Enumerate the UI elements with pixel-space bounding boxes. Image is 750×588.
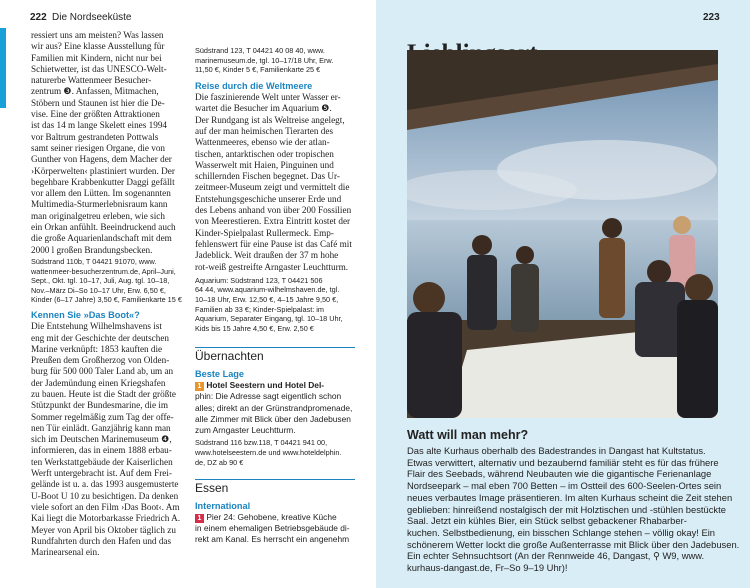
hotel-number-badge: 1 xyxy=(195,382,204,391)
text-line: Stöbern und Staunen ist hier die De- xyxy=(31,97,165,108)
text-line: ist das 14 m lange Skelett eines 1994 xyxy=(31,120,168,131)
text-line: begehbare Krabbenkutter Daggi gefällt xyxy=(31,176,175,187)
hotel-line: alles; direkt an der Grünstrandpromenade, xyxy=(195,402,353,413)
text-line: gelände ist u. a. das 1993 ausgemusterte xyxy=(31,479,179,490)
text-line: Marinearsenal ein. xyxy=(31,547,100,558)
text-line: 2000 l großen Brandungsbecken. xyxy=(31,244,153,255)
page-number-right: 223 xyxy=(703,12,720,23)
text-line: Die faszinierende Welt unter Wasser er- xyxy=(195,92,341,103)
text-line: von Meerestieren. Extra Eintritt kostet der xyxy=(195,216,351,227)
heading-das-boot: Kennen Sie »Das Boot«? xyxy=(31,309,140,320)
info-line: Kids bis 15 Jahre 4,50 €, Erw. 2,50 € xyxy=(195,323,314,333)
text-line: Schietwetter, ist das UNESCO-Welt- xyxy=(31,63,167,74)
text-line: auf der man heimischen Tierarten des xyxy=(195,125,334,136)
body-line: Das alte Kurhaus oberhalb des Badestrandes in Dangast hat Kultstatus. xyxy=(407,445,706,456)
pier-entry xyxy=(195,512,355,546)
text-line: Der Rundgang ist als Weltreise angelegt, xyxy=(195,114,345,125)
text-line: ressiert uns am meisten? Was lassen xyxy=(31,30,164,40)
text-line: Die Entstehung Wilhelmshavens ist xyxy=(31,321,162,332)
text-line: viele sofort an den Film ›Das Boot‹. Am xyxy=(31,501,180,512)
info-line: Familien ab 33 €; Kinder-Spielpalast: im xyxy=(195,304,324,314)
body-line: Nordseepark – mal eben 700 Betten – im Ostteil des 600-Seelen-Ortes sein xyxy=(407,480,722,492)
body-line: kuchen. Selbstbedienung, ein bisschen Schlange stehen – völlig okay! Ein xyxy=(407,526,716,538)
body-line: schönerem Wetter lockt die große Außenterrasse mit Blick über den Jadebusen. xyxy=(407,538,740,550)
text-line: samt seiner riesigen Organe, die von xyxy=(31,142,166,153)
hotel-line: phin: Die Adresse sagt eigentlich schon xyxy=(195,391,342,402)
text-line: vor allem den Lütten. Im sogenannten xyxy=(31,188,171,199)
info-line: 64 44, www.aquarium-wilhelmshaven.de, tgl. xyxy=(195,285,340,295)
info-line: wattenmeer-besucherzentrum.de, April–Juni, xyxy=(31,266,176,276)
hotel-entry xyxy=(195,380,355,436)
text-line: des Lebens anhand von über 200 Fossilien xyxy=(195,205,352,216)
column-1-body-2 xyxy=(31,321,183,558)
text-line: Preußen dem Großherzog von Olden- xyxy=(31,355,170,366)
text-line: Sommer regelmäßig zum Tag der offe- xyxy=(31,411,174,422)
text-line: ten Werkstattgebäude der Kaiserlichen xyxy=(31,456,173,467)
text-line: burg für 500 000 Taler Land ab, um an xyxy=(31,366,174,377)
text-line: ›Körperwelten‹ plastiniert wurden. Der xyxy=(31,165,175,176)
hotel-info xyxy=(195,438,355,467)
info-line: 11,50 €, Kinder 5 €, Familienkarte 25 € xyxy=(195,65,321,75)
text-line: man originalgetreu erleben, wie sich xyxy=(31,210,165,221)
body-line: Flair des Seebads, während Neubauten wie die gigantische Ferienanlage xyxy=(407,468,712,480)
text-line: vise. Eine der größten Attraktionen xyxy=(31,109,160,120)
text-line: Jadeblick. Weit draußen der 37 m hohe xyxy=(195,250,339,261)
column-1-body xyxy=(31,30,183,256)
info-line: Sept., Okt. tgl. 10–17, Juli, Aug. tgl. 10–18, xyxy=(31,276,170,286)
heading-weltmeere: Reise durch die Weltmeere xyxy=(195,80,313,91)
text-line: schillernden Fischen begegnet. Das Ur- xyxy=(195,171,340,182)
text-line: Wattenmeeres, ebenso wie der atlan- xyxy=(195,137,330,148)
text-line: sich im Deutschen Marinemuseum ❹, xyxy=(31,434,172,445)
text-line: fehlenswert für eine Pause ist das Café mit xyxy=(195,238,352,249)
marinemuseum-info xyxy=(195,46,355,75)
text-line: Gunther von Hagens, dem Macher der xyxy=(31,154,172,165)
pier-text: Pier 24: Gehobene, kreative Küche xyxy=(204,511,337,522)
running-head: Die Nordseeküste xyxy=(52,12,132,23)
text-line: nen Tür einlädt. Ganzjährig kann man xyxy=(31,422,171,433)
hotel-name: Hotel Seestern und Hotel Del- xyxy=(204,379,325,390)
photo-illustration xyxy=(407,50,718,418)
text-line: Familien mit Kindern, nicht nur bei xyxy=(31,52,162,63)
hotel-line: zum Arngaster Leuchtturm. xyxy=(195,425,296,436)
text-line: Wasserwelt mit Haien, Pinguinen und xyxy=(195,159,334,170)
text-line: zeitmeer-Museum zeigt und vermittelt die xyxy=(195,182,350,193)
body-line: Ein echter Sehnsuchtsort (An der Rennweide 46, Dangast, ⚲ W9, www. xyxy=(407,550,705,562)
text-line: Entstehungsgeschiche unserer Erde und xyxy=(195,193,342,204)
body-line: Etwas verwittert, alternativ und bezaubernd familiär steht es für das frühere xyxy=(407,456,719,468)
text-line: wartet die Besucher im Aquarium ❺. xyxy=(195,103,332,114)
text-line: Werft untergebracht ist. Auf dem Frei- xyxy=(31,468,172,479)
text-line: der Jademündung einen Kriegshafen xyxy=(31,377,166,388)
text-line: informieren, das in einem 1888 erbau- xyxy=(31,445,172,456)
text-line: vor Baltrum gestrandeten Pottwals xyxy=(31,131,159,142)
info-line: Nov.–März Di–So 10–17 Uhr, Erw. 6,50 €, xyxy=(31,285,166,295)
info-line: www.hotelseestern.de und www.hoteldelphin. xyxy=(195,448,342,458)
column-2 xyxy=(195,46,355,546)
info-line: de, DZ ab 90 € xyxy=(195,457,244,467)
text-line: Kinder-Spielpalast Rullermeck. Emp- xyxy=(195,227,334,238)
info-line: Aquarium: Südstrand 123, T 04421 506 xyxy=(195,275,323,285)
text-line: rot-weiß gestreifte Arngaster Leuchtturm. xyxy=(195,261,349,272)
text-line: ein Orkan anfühlt. Beeindruckend auch xyxy=(31,222,176,233)
hotel-line: alle Zimmer mit Blick über den Jadebusen xyxy=(195,413,351,424)
aquarium-info xyxy=(195,276,355,334)
terrace-photo xyxy=(407,50,718,418)
column-1-info xyxy=(31,257,183,305)
info-line: Aquarium, Separater Eingang, tgl. 10–18 Uhr, xyxy=(195,314,343,324)
pier-line xyxy=(195,512,355,523)
text-line: zentrum ❸. Anfassen, Mitmachen, xyxy=(31,86,159,97)
text-line: Marine verknüpft: 1853 kauften die xyxy=(31,343,163,354)
pier-line: rekt am Kanal. Es herrscht ein angenehm xyxy=(195,534,350,545)
page-edge-tab xyxy=(0,28,6,108)
text-line: naturerbe Wattenmeer Besucher- xyxy=(31,75,152,86)
text-line: Kai liegt die Motorbarkasse Friedrich A. xyxy=(31,513,181,524)
info-line: Südstrand 110b, T 04421 91070, www. xyxy=(31,256,157,266)
restaurant-number-badge: 1 xyxy=(195,514,204,523)
section-uebernachten: Übernachten xyxy=(195,347,355,362)
info-line: Südstrand 123, T 04421 40 08 40, www. xyxy=(195,46,325,55)
text-line: Rundfahrten durch den Hafen und das xyxy=(31,535,172,546)
body-line: neues verbautes Image präsentieren. Im alten Kurhaus scheint die Zeit stehen xyxy=(407,491,733,503)
page-number-left: 222 xyxy=(30,12,47,23)
lieblingsort-body xyxy=(407,445,740,574)
text-line: zu bauen. Heute ist die Stadt der größte xyxy=(31,388,176,399)
text-line: Multimedia-Sturmerlebnisraum kann xyxy=(31,199,168,210)
info-line: Südstrand 116 bzw.118, T 04421 941 00, xyxy=(195,438,328,448)
hotel-line xyxy=(195,380,355,391)
text-line: eng mit der Geschichte der deutschen xyxy=(31,332,170,343)
section-essen: Essen xyxy=(195,479,355,494)
heading-international: International xyxy=(195,500,251,511)
text-line: U-Boot U 10 zu besichtigen. Da denken xyxy=(31,490,179,501)
text-line: Stützpunkt der Bundesmarine, die im xyxy=(31,400,169,411)
info-line: Kinder (6–17 Jahre) 3,50 €, Familienkarte 15 € xyxy=(31,295,182,305)
body-line: geblieben: hinreißend nostalgisch der mit Holztischen und -stühlen bestückte xyxy=(407,503,726,515)
text-line: tischen, antarktischen oder tropischen xyxy=(195,148,334,159)
question-heading: Watt will man mehr? xyxy=(407,428,529,442)
aquarium-body xyxy=(195,92,355,273)
text-line: Meyer von April bis Oktober täglich zu xyxy=(31,524,176,535)
text-line: die große Aquarienlandschaft mit dem xyxy=(31,233,172,244)
pier-line: in einem ehemaligen Betriebsgebäude di- xyxy=(195,523,350,534)
text-line: wir aus? Eine klasse Ausstellung für xyxy=(31,41,165,52)
info-line: marinemuseum.de, tgl. 10–17/18 Uhr, Erw. xyxy=(195,55,334,65)
column-1 xyxy=(31,30,183,558)
body-line: Saal. Jetzt ein kühles Bier, ein Stück selbst gebackener Rhabarber- xyxy=(407,515,687,527)
info-line: 10–18 Uhr, Erw. 12,50 €, 4–15 Jahre 9,50 €, xyxy=(195,295,339,305)
heading-beste-lage: Beste Lage xyxy=(195,368,245,379)
body-line: kurhaus-dangast.de, Fr–So 9–19 Uhr)! xyxy=(407,562,568,574)
